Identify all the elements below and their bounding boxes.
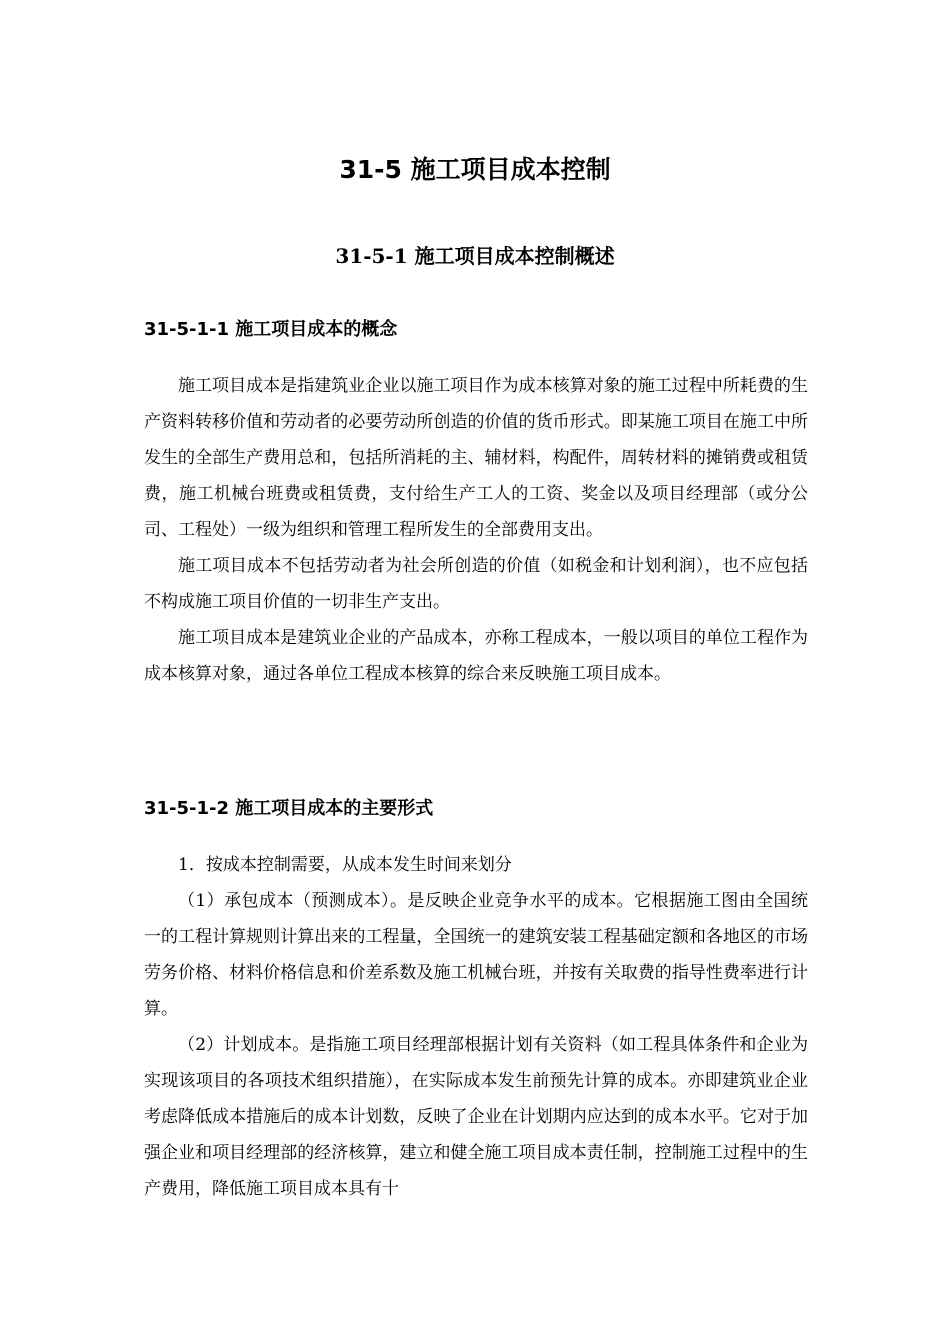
paragraph: 施工项目成本不包括劳动者为社会所创造的价值（如税金和计划利润），也不应包括不构成施工项目价值的一切非生产支出。 [144,556,808,612]
paragraph: 施工项目成本是建筑业企业的产品成本，亦称工程成本，一般以项目的单位工程作为成本核算对象，通过各单位工程成本核算的综合来反映施工项目成本。 [144,628,808,684]
paragraph: 施工项目成本是指建筑业企业以施工项目作为成本核算对象的施工过程中所耗费的生产资料转移价值和劳动者的必要劳动所创造的价值的货币形式。即某施工项目在施工中所发生的全部生产费用总和，包括所消耗的主、辅材料，构配件，周转材料的摊销费或租赁费，施工机械台班费或租赁费，支付给生产工人的工资、奖金以及项目经理部（或分公司、工程处）一级为组织和管理工程所发生的全部费用支出。 [144,376,808,540]
paragraph: 1．按成本控制需要，从成本发生时间来划分 [178,855,512,875]
section-title: 31-5-1 施工项目成本控制概述 [335,244,615,268]
paragraph: （2）计划成本。是指施工项目经理部根据计划有关资料（如工程具体条件和企业为实现该项目的各项技术组织措施），在实际成本发生前预先计算的成本。亦即建筑业企业考虑降低成本措施后的成本计划数，反映了企业在计划期内应达到的成本水平。它对于加强企业和项目经理部的经济核算，建立和健全施工项目成本责任制，控制施工过程中的生产费用，降低施工项目成本具有十 [144,1035,808,1199]
paragraph: （1）承包成本（预测成本）。是反映企业竞争水平的成本。它根据施工图由全国统一的工程计算规则计算出来的工程量，全国统一的建筑安装工程基础定额和各地区的市场劳务价格、材料价格信息和价差系数及施工机械台班，并按有关取费的指导性费率进行计算。 [144,891,808,1019]
forms-body [144,847,808,1207]
subsection-heading-concept: 31-5-1-1 施工项目成本的概念 [144,319,398,340]
concept-body [144,368,808,692]
subsection-heading-forms: 31-5-1-2 施工项目成本的主要形式 [144,798,434,819]
page-title: 31-5 施工项目成本控制 [339,155,611,184]
